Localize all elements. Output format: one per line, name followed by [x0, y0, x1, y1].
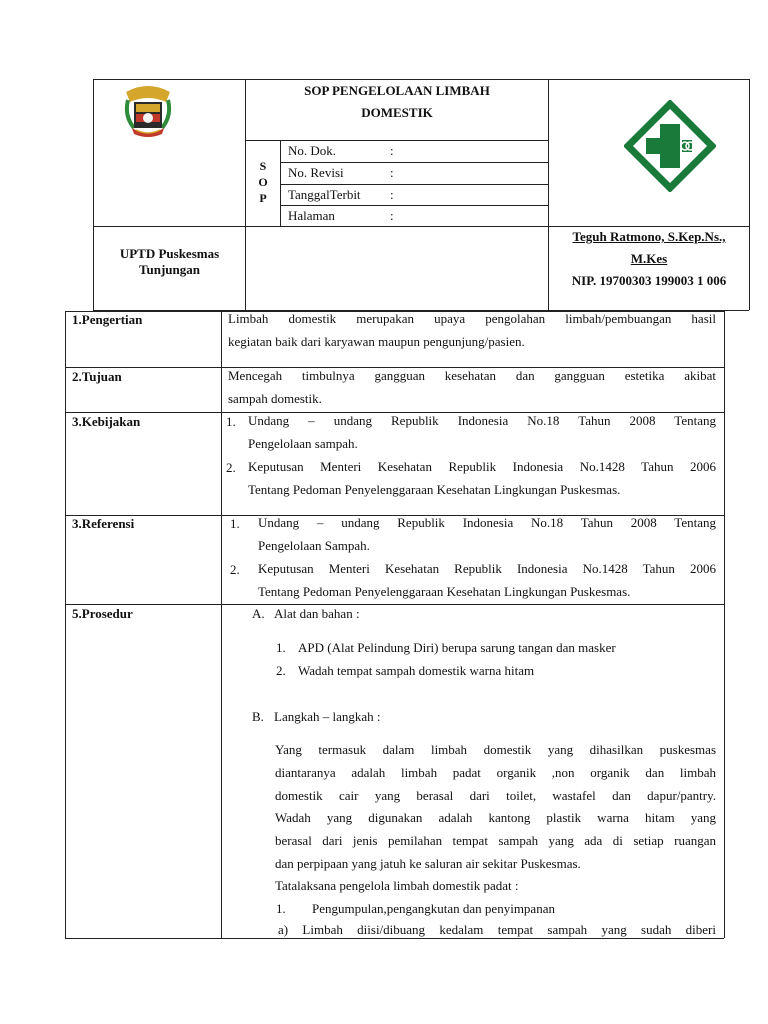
prosedur-a-letter: A. — [252, 606, 265, 621]
langkah-paragraph-line4: Wadah yang digunakan adalah kantong plastik warna hitam yang — [275, 810, 716, 825]
alat-item-number: 1. — [276, 640, 286, 655]
puskesmas-logo — [624, 100, 716, 192]
meta-colon: : — [390, 187, 394, 202]
sop-letter-o: O — [258, 175, 268, 189]
meta-label-tanggal-terbit: TanggalTerbit — [288, 187, 361, 202]
referensi-item-number: 1. — [230, 516, 240, 531]
meta-colon: : — [390, 143, 394, 158]
pengertian-line1: Limbah domestik merupakan upaya pengolahan limbah/pembuangan hasil — [228, 311, 716, 326]
document-title-line2: DOMESTIK — [361, 105, 433, 120]
meta-label-halaman: Halaman — [288, 208, 335, 223]
langkah-paragraph-line3: domestik cair yang berasal dari toilet, wastafel dan dapur/pantry. — [275, 788, 716, 803]
pengertian-line2: kegiatan baik dari karyawan maupun pengunjung/pasien. — [228, 334, 525, 349]
prosedur-b-letter: B. — [252, 709, 264, 724]
document-title-line1: SOP PENGELOLAAN LIMBAH — [304, 83, 490, 98]
prosedur-b-title: Langkah – langkah : — [274, 709, 381, 724]
referensi-item1-line1: Undang – undang Republik Indonesia No.18 Tahun 2008 Tentang — [258, 515, 716, 530]
tujuan-line2: sampah domestik. — [228, 391, 322, 406]
langkah-paragraph-line2: diantaranya adalah limbah padat organik ,non organik dan limbah — [275, 765, 716, 780]
langkah-paragraph-line6: dan perpipaan yang jatuh ke saluran air sekitar Puskesmas. — [275, 856, 581, 871]
step-pengumpulan: Pengumpulan,pengangkutan dan penyimpanan — [312, 901, 555, 916]
signer-nip: NIP. 19700303 199003 1 006 — [571, 273, 727, 288]
section-label-prosedur: 5.Prosedur — [72, 606, 133, 621]
kebijakan-item2-line2: Tentang Pedoman Penyelenggaraan Kesehatan Lingkungan Puskesmas. — [248, 482, 621, 497]
regional-emblem-logo — [122, 82, 174, 140]
tujuan-line1: Mencegah timbulnya gangguan kesehatan dan gangguan estetika akibat — [228, 368, 716, 383]
kebijakan-item-number: 1. — [226, 414, 236, 429]
alat-item-number: 2. — [276, 663, 286, 678]
meta-label-no-dok: No. Dok. — [288, 143, 337, 158]
langkah-paragraph-line5: berasal dari jenis pemilahan tempat sampah yang ada di setiap ruangan — [275, 833, 716, 848]
referensi-item2-line1: Keputusan Menteri Kesehatan Republik Indonesia No.1428 Tahun 2006 — [258, 561, 716, 576]
meta-colon: : — [390, 208, 394, 223]
prosedur-a-title: Alat dan bahan : — [274, 606, 360, 621]
langkah-paragraph-line1: Yang termasuk dalam limbah domestik yang dihasilkan puskesmas — [275, 742, 716, 757]
signer-title: M.Kes — [630, 251, 668, 266]
kebijakan-item1-line1: Undang – undang Republik Indonesia No.18 Tahun 2008 Tentang — [248, 413, 716, 428]
section-label-tujuan: 2.Tujuan — [72, 369, 122, 384]
section-label-referensi: 3.Referensi — [72, 516, 135, 531]
org-name-line1: UPTD Puskesmas — [119, 246, 220, 261]
signer-name: Teguh Ratmono, S.Kep.Ns., — [572, 229, 726, 244]
section-label-pengertian: 1.Pengertian — [72, 312, 143, 327]
kebijakan-item-number: 2. — [226, 460, 236, 475]
tatalaksana-heading: Tatalaksana pengelola limbah domestik padat : — [275, 878, 519, 893]
referensi-item1-line2: Pengelolaan Sampah. — [258, 538, 370, 553]
sop-letter-s: S — [259, 159, 267, 173]
meta-colon: : — [390, 165, 394, 180]
referensi-item-number: 2. — [230, 562, 240, 577]
section-label-kebijakan: 3.Kebijakan — [72, 414, 141, 429]
sop-letter-p: P — [259, 191, 267, 205]
step-sub-a: a) Limbah diisi/dibuang kedalam tempat sampah yang sudah diberi — [278, 922, 716, 937]
alat-item-1: APD (Alat Pelindung Diri) berupa sarung tangan dan masker — [298, 640, 616, 655]
kebijakan-item1-line2: Pengelolaan sampah. — [248, 436, 358, 451]
step-number: 1. — [276, 901, 286, 916]
meta-label-no-revisi: No. Revisi — [288, 165, 344, 180]
kebijakan-item2-line1: Keputusan Menteri Kesehatan Republik Indonesia No.1428 Tahun 2006 — [248, 459, 716, 474]
org-name-line2: Tunjungan — [139, 262, 200, 277]
referensi-item2-line2: Tentang Pedoman Penyelenggaraan Kesehatan Lingkungan Puskesmas. — [258, 584, 631, 599]
alat-item-2: Wadah tempat sampah domestik warna hitam — [298, 663, 535, 678]
